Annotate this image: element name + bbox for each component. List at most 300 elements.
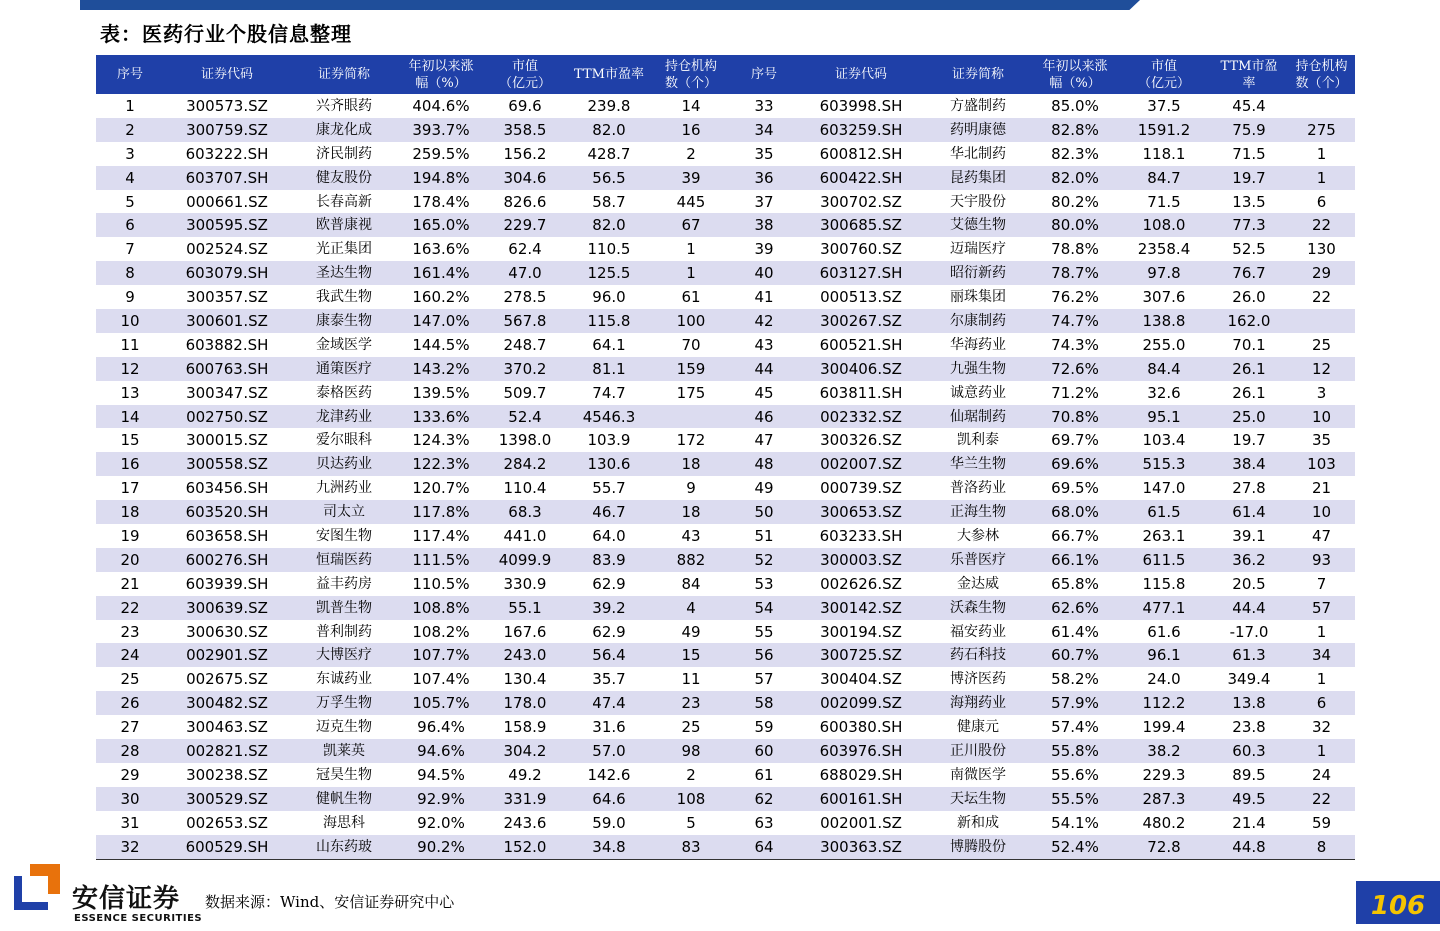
table-cell: 46.7: [566, 500, 652, 524]
table-cell: 66.1%: [1032, 548, 1118, 572]
table-cell: 57.4%: [1051, 718, 1099, 737]
table-cell: 111.5%: [398, 548, 484, 572]
table-cell: 300406.SZ: [798, 357, 924, 381]
table-cell: 55.7: [592, 479, 626, 498]
table-cell: 57.0: [566, 739, 652, 763]
table-cell: 1591.2: [1118, 118, 1210, 142]
table-row: [96, 166, 1355, 190]
table-cell: 41: [754, 288, 774, 307]
table-cell: 8: [96, 261, 164, 285]
table-cell: 90.2%: [398, 835, 484, 859]
table-cell: [652, 405, 730, 429]
page-title: 表：医药行业个股信息整理: [100, 22, 352, 46]
table-cell: 3: [125, 144, 135, 163]
table-cell: 603998.SH: [819, 96, 903, 115]
table-cell: 52.4: [484, 405, 566, 429]
table-cell: 九洲药业: [316, 480, 372, 497]
table-cell: 23: [120, 622, 140, 641]
table-cell: 16: [96, 452, 164, 476]
table-cell: 603976.SH: [798, 739, 924, 763]
table-cell: 司太立: [290, 500, 398, 524]
table-row: [96, 500, 1355, 524]
table-cell: 603079.SH: [164, 261, 290, 285]
table-cell: 34.8: [566, 835, 652, 859]
table-cell: 32: [96, 835, 164, 859]
table-row: [96, 524, 1355, 548]
table-header-row: [96, 55, 1355, 94]
table-cell: 1: [1316, 670, 1327, 689]
table-cell: 31.6: [592, 718, 626, 737]
table-cell: 42: [730, 309, 798, 333]
table-cell: 125.5: [566, 261, 652, 285]
table-cell: 65.8%: [1051, 574, 1099, 593]
table-cell: 158.9: [503, 718, 547, 737]
table-cell: 4099.9: [484, 548, 566, 572]
table-cell: 603233.SH: [819, 526, 903, 545]
table-cell: 74.7: [592, 383, 626, 402]
table-cell: 47.0: [484, 261, 566, 285]
table-cell: 健康元: [957, 719, 999, 736]
table-cell: 71.2%: [1051, 383, 1099, 402]
table-cell: 40: [730, 261, 798, 285]
table-cell: 9: [125, 288, 135, 307]
table-row: [96, 835, 1355, 859]
table-cell: 恒瑞医药: [290, 548, 398, 572]
table-cell: 61: [681, 288, 701, 307]
table-cell: 93: [1288, 548, 1355, 572]
table-cell: 603259.SH: [798, 118, 924, 142]
table-cell: 103.9: [587, 431, 631, 450]
table-row: [96, 548, 1355, 572]
table-cell: 24: [96, 643, 164, 667]
table-cell: 826.6: [503, 192, 547, 211]
table-cell: 6: [96, 213, 164, 237]
table-cell: 46: [730, 405, 798, 429]
table-cell: 66.7%: [1051, 526, 1099, 545]
table-cell: 110.4: [503, 479, 547, 498]
table-cell: 金达威: [957, 575, 999, 592]
table-cell: 海翔药业: [924, 691, 1032, 715]
table-cell: 药明康德: [924, 118, 1032, 142]
table-cell: 603127.SH: [798, 261, 924, 285]
table-cell: 9: [686, 479, 696, 498]
table-cell: 55.5%: [1032, 787, 1118, 811]
table-cell: 20: [96, 548, 164, 572]
table-cell: 404.6%: [412, 96, 470, 115]
table-cell: 82.0%: [1032, 166, 1118, 190]
table-cell: 光正集团: [316, 241, 372, 258]
table-cell: 002653.SZ: [186, 813, 268, 832]
table-cell: 26.0: [1232, 288, 1266, 307]
column-header: 证券代码: [164, 55, 290, 94]
table-cell: 59: [1311, 813, 1332, 832]
table-row: [96, 787, 1355, 811]
table-cell: 85.0%: [1051, 96, 1099, 115]
table-cell: 300015.SZ: [186, 431, 268, 450]
table-cell: 52: [730, 548, 798, 572]
column-header: 证券简称: [290, 55, 398, 94]
table-cell: 000739.SZ: [820, 479, 902, 498]
table-cell: 100: [652, 309, 730, 333]
table-cell: 82.0: [566, 213, 652, 237]
table-cell: 昭衍新药: [924, 261, 1032, 285]
table-cell: 82.3%: [1051, 144, 1099, 163]
table-cell: 安图生物: [316, 527, 372, 544]
table-cell: 37: [754, 192, 774, 211]
table-cell: 143.2%: [398, 357, 484, 381]
table-row: [96, 213, 1355, 237]
table-cell: 000513.SZ: [820, 288, 902, 307]
table-cell: 31: [120, 813, 140, 832]
table-cell: 161.4%: [398, 261, 484, 285]
table-cell: 60.7%: [1032, 643, 1118, 667]
table-cell: 兴齐眼药: [316, 97, 372, 114]
table-cell: 002001.SZ: [820, 813, 902, 832]
table-cell: 62: [730, 787, 798, 811]
table-cell: 泰格医药: [316, 384, 372, 401]
table-cell: 300685.SZ: [798, 213, 924, 237]
table-cell: 002821.SZ: [164, 739, 290, 763]
table-cell: 160.2%: [412, 288, 470, 307]
table-cell: 611.5: [1118, 548, 1210, 572]
table-cell: 1: [1288, 166, 1355, 190]
table-row: [96, 237, 1355, 261]
table-cell: 爱尔眼科: [316, 432, 372, 449]
table-cell: 000661.SZ: [186, 192, 268, 211]
table-cell: 正海生物: [924, 500, 1032, 524]
table-cell: 沃森生物: [924, 596, 1032, 620]
column-header: 序号: [730, 55, 798, 94]
table-cell: 通策医疗: [290, 357, 398, 381]
table-cell: 55.6%: [1051, 765, 1099, 784]
table-cell: 110.5%: [412, 574, 470, 593]
table-cell: 300194.SZ: [820, 622, 902, 641]
table-cell: 29: [1288, 261, 1355, 285]
table-cell: 98: [652, 739, 730, 763]
table-row: [96, 620, 1355, 644]
table-cell: 61.5: [1118, 500, 1210, 524]
table-cell: 4546.3: [566, 405, 652, 429]
table-cell: 002901.SZ: [164, 643, 290, 667]
stock-table: [96, 55, 1355, 860]
table-cell: 金域医学: [316, 336, 372, 353]
table-cell: 2: [686, 144, 696, 163]
table-cell: 130.6: [566, 452, 652, 476]
table-cell: 178.4%: [412, 192, 470, 211]
table-cell: 东诚药业: [316, 671, 372, 688]
table-cell: 61.6: [1147, 622, 1181, 641]
table-cell: 34: [1288, 643, 1355, 667]
table-cell: 76.7: [1210, 261, 1288, 285]
table-cell: 62.9: [592, 574, 626, 593]
logo-en-text: ESSENCE SECURITIES: [74, 913, 203, 924]
table-cell: 47: [1311, 526, 1332, 545]
table-row: [96, 142, 1355, 166]
table-cell: 002007.SZ: [798, 452, 924, 476]
table-cell: 75.9: [1210, 118, 1288, 142]
table-cell: 大参林: [957, 527, 999, 544]
table-row: [96, 643, 1355, 667]
table-cell: 300639.SZ: [164, 596, 290, 620]
table-cell: 1: [652, 261, 730, 285]
table-cell: 56: [730, 643, 798, 667]
table-cell: 144.5%: [412, 335, 470, 354]
table-row: [96, 763, 1355, 787]
table-cell: 博济医药: [950, 671, 1006, 688]
table-cell: 5: [686, 813, 696, 832]
table-cell: 147.0%: [398, 309, 484, 333]
table-cell: 69.6%: [1032, 452, 1118, 476]
table-cell: 159: [652, 357, 730, 381]
table-cell: 37.5: [1147, 96, 1181, 115]
column-header: 证券代码: [798, 55, 924, 94]
table-cell: 南微医学: [950, 766, 1006, 783]
table-cell: 600812.SH: [819, 144, 903, 163]
table-cell: 603658.SH: [185, 526, 269, 545]
table-cell: 428.7: [587, 144, 631, 163]
table-cell: 21: [1311, 479, 1332, 498]
table-cell: 175: [676, 383, 706, 402]
table-cell: 39.1: [1232, 526, 1266, 545]
table-cell: 7: [1316, 574, 1327, 593]
table-cell: 23: [652, 691, 730, 715]
table-cell: 21: [120, 574, 140, 593]
table-cell: 124.3%: [412, 431, 470, 450]
table-cell: 300347.SZ: [186, 383, 268, 402]
table-cell: 83.9: [566, 548, 652, 572]
table-cell: 34: [730, 118, 798, 142]
table-row: [96, 452, 1355, 476]
table-cell: 33: [754, 96, 774, 115]
table-cell: 108.8%: [398, 596, 484, 620]
table-cell: 44.4: [1210, 596, 1288, 620]
table-row: [96, 261, 1355, 285]
table-cell: 47: [754, 431, 774, 450]
table-cell: 330.9: [503, 574, 547, 593]
table-cell: 118.1: [1142, 144, 1186, 163]
table-cell: 263.1: [1142, 526, 1186, 545]
table-cell: 昆药集团: [924, 166, 1032, 190]
table-cell: 64.0: [592, 526, 626, 545]
table-cell: 44.8: [1210, 835, 1288, 859]
table-cell: 57: [1288, 596, 1355, 620]
table-cell: 393.7%: [398, 118, 484, 142]
table-cell: 130.4: [503, 670, 547, 689]
table-cell: 84.4: [1118, 357, 1210, 381]
table-cell: 13.5: [1232, 192, 1266, 211]
table-cell: 海思科: [323, 814, 365, 831]
table-cell: 300558.SZ: [164, 452, 290, 476]
table-cell: 300595.SZ: [164, 213, 290, 237]
table-cell: 600521.SH: [819, 335, 903, 354]
table-row: [96, 118, 1355, 142]
table-cell: 57.9%: [1032, 691, 1118, 715]
table-cell: 62.4: [508, 240, 542, 259]
table-cell: 36.2: [1210, 548, 1288, 572]
table-row: [96, 357, 1355, 381]
table-cell: 12: [1288, 357, 1355, 381]
table-cell: 84: [681, 574, 701, 593]
column-header: 证券简称: [924, 55, 1032, 94]
table-row: [96, 94, 1355, 118]
table-cell: 300529.SZ: [164, 787, 290, 811]
table-cell: 300326.SZ: [820, 431, 902, 450]
table-cell: 152.0: [484, 835, 566, 859]
table-cell: 275: [1288, 118, 1355, 142]
table-cell: 15: [652, 643, 730, 667]
table-cell: 603456.SH: [185, 479, 269, 498]
table-cell: 600422.SH: [798, 166, 924, 190]
table-cell: 49.5: [1210, 787, 1288, 811]
table-cell: 68.3: [484, 500, 566, 524]
table-cell: 24.0: [1147, 670, 1181, 689]
table-cell: 47.4: [566, 691, 652, 715]
table-cell: 002750.SZ: [164, 405, 290, 429]
table-cell: 300702.SZ: [820, 192, 902, 211]
table-cell: 278.5: [503, 288, 547, 307]
table-cell: 103.4: [1142, 431, 1186, 450]
table-cell: 26: [96, 691, 164, 715]
top-banner-bar: [80, 0, 1140, 10]
table-cell: 78.7%: [1032, 261, 1118, 285]
table-cell: 71.5: [1147, 192, 1181, 211]
table-cell: 96.0: [592, 288, 626, 307]
table-cell: 248.7: [503, 335, 547, 354]
table-cell: 6: [1288, 691, 1355, 715]
table-cell: 49: [754, 479, 774, 498]
table-cell: 194.8%: [398, 166, 484, 190]
table-cell: 509.7: [503, 383, 547, 402]
table-cell: 70.8%: [1032, 405, 1118, 429]
table-cell: 92.0%: [417, 813, 465, 832]
table-cell: 480.2: [1142, 813, 1186, 832]
table-cell: 002626.SZ: [820, 574, 902, 593]
table-cell: 仙琚制药: [924, 405, 1032, 429]
table-cell: 53: [754, 574, 774, 593]
table-cell: 25: [1311, 335, 1332, 354]
table-cell: 55.1: [484, 596, 566, 620]
table-cell: 108.0: [1118, 213, 1210, 237]
table-row: [96, 285, 1355, 309]
table-cell: 23.8: [1232, 718, 1266, 737]
table-cell: 益丰药房: [316, 575, 372, 592]
table-cell: 441.0: [503, 526, 547, 545]
table-cell: 300238.SZ: [186, 765, 268, 784]
table-cell: 3: [1316, 383, 1327, 402]
table-cell: 华北制药: [950, 145, 1006, 162]
table-cell: 58: [730, 691, 798, 715]
table-cell: 48: [730, 452, 798, 476]
table-cell: 300725.SZ: [798, 643, 924, 667]
table-cell: 80.2%: [1051, 192, 1099, 211]
table-cell: 大博医疗: [290, 643, 398, 667]
table-cell: 122.3%: [398, 452, 484, 476]
table-cell: 55: [754, 622, 774, 641]
table-cell: 6: [1316, 192, 1327, 211]
table-cell: 92.9%: [398, 787, 484, 811]
table-cell: 39: [754, 240, 774, 259]
table-cell: 300404.SZ: [820, 670, 902, 689]
table-cell: 138.8: [1118, 309, 1210, 333]
table-cell: [1288, 94, 1355, 118]
table-cell: 欧普康视: [290, 213, 398, 237]
table-cell: 1: [1316, 144, 1327, 163]
table-cell: 普利制药: [316, 623, 372, 640]
table-cell: 117.8%: [398, 500, 484, 524]
table-cell: 239.8: [587, 96, 631, 115]
table-cell: 603882.SH: [185, 335, 269, 354]
table-cell: 25: [120, 670, 140, 689]
table-cell: 74.3%: [1051, 335, 1099, 354]
table-cell: 300357.SZ: [186, 288, 268, 307]
table-cell: 172: [676, 431, 706, 450]
table-cell: 178.0: [484, 691, 566, 715]
table-cell: 112.2: [1118, 691, 1210, 715]
table-cell: 163.6%: [412, 240, 470, 259]
table-cell: 71.5: [1232, 144, 1266, 163]
table-cell: 艾德生物: [924, 213, 1032, 237]
table-cell: 康龙化成: [290, 118, 398, 142]
table-cell: 圣达生物: [290, 261, 398, 285]
table-cell: 300573.SZ: [186, 96, 268, 115]
table-cell: 山东药玻: [290, 835, 398, 859]
table-cell: 477.1: [1118, 596, 1210, 620]
table-cell: 1: [1288, 739, 1355, 763]
table-cell: 96.4%: [417, 718, 465, 737]
table-cell: 80.0%: [1032, 213, 1118, 237]
table-cell: [1288, 309, 1355, 333]
table-cell: 26.1: [1232, 383, 1266, 402]
table-cell: 11: [681, 670, 701, 689]
table-cell: 882: [652, 548, 730, 572]
table-cell: 64: [730, 835, 798, 859]
table-cell: 32: [1311, 718, 1332, 737]
table-cell: 307.6: [1142, 288, 1186, 307]
table-cell: 243.0: [484, 643, 566, 667]
table-cell: 349.4: [1227, 670, 1271, 689]
table-cell: 62.9: [592, 622, 626, 641]
table-cell: 115.8: [1142, 574, 1186, 593]
table-cell: 丽珠集团: [950, 289, 1006, 306]
table-cell: 凯利泰: [957, 432, 999, 449]
table-cell: 52.4%: [1032, 835, 1118, 859]
table-cell: 64.1: [592, 335, 626, 354]
table-cell: 567.8: [484, 309, 566, 333]
table-cell: 76.2%: [1051, 288, 1099, 307]
table-cell: 32.6: [1147, 383, 1181, 402]
column-header: 序号: [96, 55, 164, 94]
table-cell: 26.1: [1210, 357, 1288, 381]
column-header: 持仓机构 数（个）: [652, 55, 730, 94]
table-cell: 迈瑞医疗: [950, 241, 1006, 258]
table-cell: 600161.SH: [798, 787, 924, 811]
table-cell: 27.8: [1232, 479, 1266, 498]
logo-cn-text: 安信证券: [72, 884, 181, 914]
table-cell: 冠昊生物: [316, 766, 372, 783]
table-cell: 167.6: [503, 622, 547, 641]
table-cell: 603222.SH: [185, 144, 269, 163]
table-cell: 162.0: [1210, 309, 1288, 333]
table-cell: 13: [120, 383, 140, 402]
table-cell: 38: [730, 213, 798, 237]
table-cell: 45.4: [1232, 96, 1266, 115]
table-cell: 139.5%: [412, 383, 470, 402]
table-cell: 300363.SZ: [798, 835, 924, 859]
data-source-note: 数据来源：Wind、安信证券研究中心: [205, 893, 455, 911]
table-cell: 12: [96, 357, 164, 381]
table-cell: 16: [652, 118, 730, 142]
table-cell: 39.2: [566, 596, 652, 620]
